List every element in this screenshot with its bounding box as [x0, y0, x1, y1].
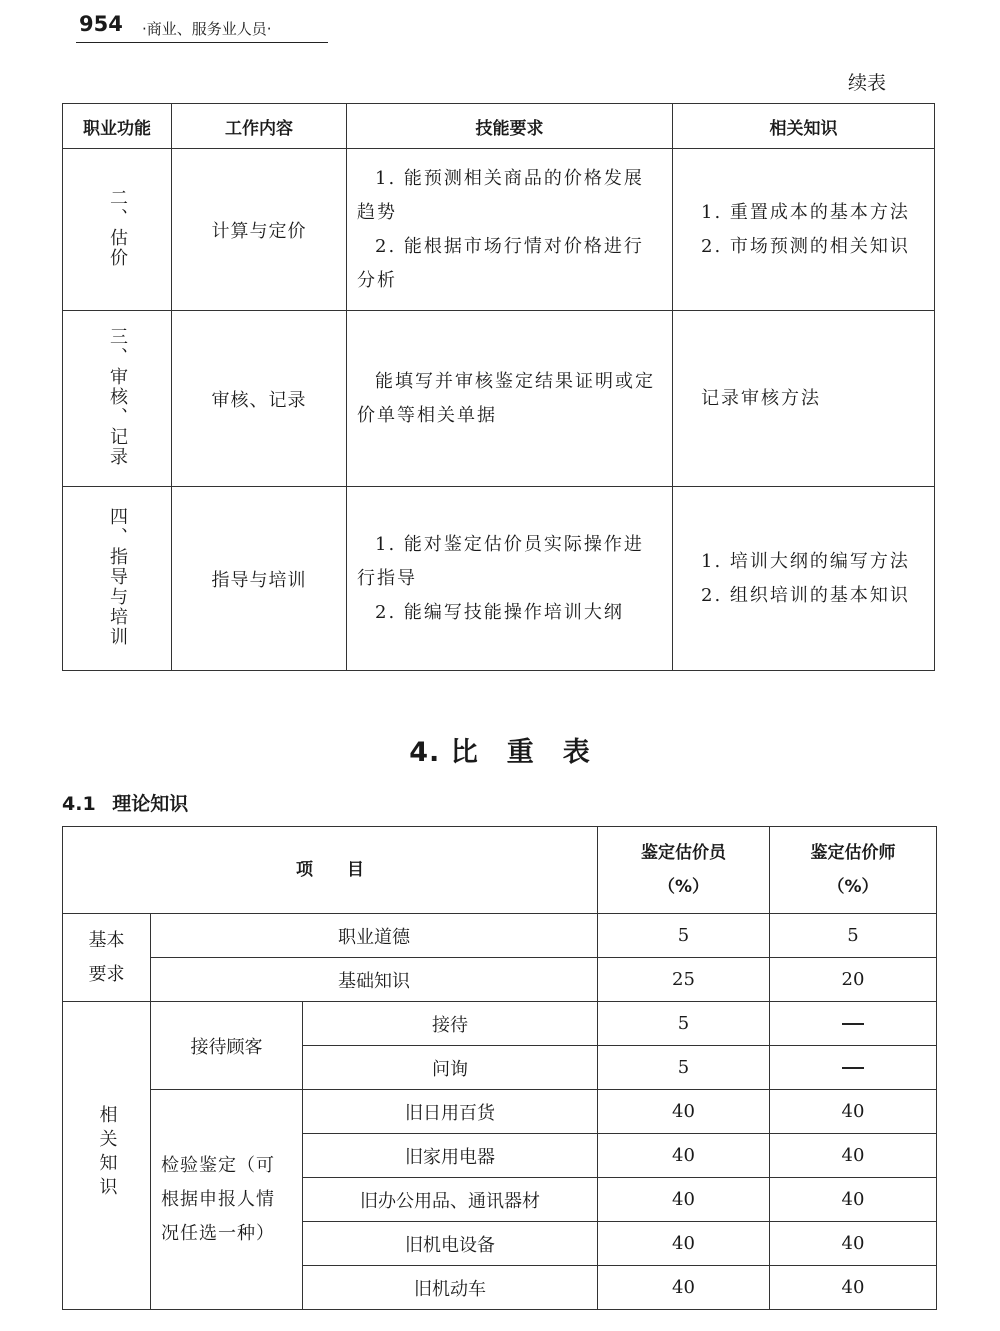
value-cell: 25 — [598, 958, 770, 1002]
knowledge-cell — [673, 487, 935, 671]
table-row — [63, 1090, 937, 1134]
value-cell — [770, 1046, 937, 1090]
column-header — [770, 827, 937, 914]
value-cell: 40 — [598, 1134, 770, 1178]
column-header: 技能要求 — [347, 104, 673, 149]
group-label: 基本要求 — [88, 929, 125, 985]
value-cell: 40 — [770, 1090, 937, 1134]
work-content: 审核、记录 — [172, 311, 347, 487]
knowledge-cell — [673, 149, 935, 311]
knowledge-cell — [673, 311, 935, 487]
value-cell: 40 — [770, 1134, 937, 1178]
item-cell: 旧办公用品、通讯器材 — [303, 1178, 598, 1222]
dash-mark — [842, 1067, 864, 1069]
column-header: 相关知识 — [673, 104, 935, 149]
value-cell: 40 — [598, 1266, 770, 1310]
continued-label: 续表 — [848, 72, 887, 94]
skill-item: 2. 能根据市场行情对价格进行分析 — [357, 235, 644, 291]
skill-item: 1. 能对鉴定估价员实际操作进行指导 — [357, 533, 644, 589]
item-cell: 旧家用电器 — [303, 1134, 598, 1178]
skills-cell — [347, 149, 673, 311]
value-cell: 5 — [598, 1046, 770, 1090]
value-cell: 40 — [598, 1178, 770, 1222]
item-header: 项 目 — [63, 827, 598, 914]
subsection-title: 4.1 理论知识 — [62, 793, 189, 815]
skills-table — [62, 103, 935, 671]
table-header-row — [63, 827, 937, 914]
skills-cell — [347, 311, 673, 487]
knowledge-item: 记录审核方法 — [701, 387, 821, 409]
value-cell: 40 — [770, 1222, 937, 1266]
value-cell: 40 — [770, 1178, 937, 1222]
running-title: ·商业、服务业人员· — [142, 20, 272, 38]
table-row — [63, 487, 935, 671]
dash-mark — [842, 1023, 864, 1025]
running-header — [76, 10, 328, 43]
table-header-row — [63, 104, 935, 149]
function-label: 四、指导与培训 — [107, 506, 128, 647]
column-header-unit: （%） — [657, 877, 710, 897]
knowledge-item: 1. 培训大纲的编写方法 — [701, 550, 910, 572]
table-row — [63, 149, 935, 311]
skill-item: 1. 能预测相关商品的价格发展趋势 — [357, 167, 644, 223]
column-header — [598, 827, 770, 914]
weight-table — [62, 826, 937, 1310]
table-row — [63, 1002, 937, 1046]
column-header-line: 鉴定估价员 — [641, 843, 726, 863]
item-cell: 旧机电设备 — [303, 1222, 598, 1266]
section-title: 4. 比 重 表 — [409, 737, 591, 768]
table-row — [63, 958, 937, 1002]
work-content: 指导与培训 — [172, 487, 347, 671]
value-cell: 40 — [770, 1266, 937, 1310]
subgroup-label: 接待顾客 — [151, 1002, 303, 1090]
skill-item: 2. 能编写技能操作培训大纲 — [375, 601, 624, 623]
value-cell: 5 — [598, 914, 770, 958]
knowledge-item: 2. 组织培训的基本知识 — [701, 584, 910, 606]
function-label: 三、审核、记录 — [107, 326, 128, 467]
work-content: 计算与定价 — [172, 149, 347, 311]
column-header: 职业功能 — [63, 104, 172, 149]
knowledge-item: 1. 重置成本的基本方法 — [701, 201, 910, 223]
item-cell: 旧日用百货 — [303, 1090, 598, 1134]
value-cell: 40 — [598, 1222, 770, 1266]
value-cell: 20 — [770, 958, 937, 1002]
item-cell: 基础知识 — [151, 958, 598, 1002]
page-number: 954 — [79, 12, 123, 36]
item-cell: 接待 — [303, 1002, 598, 1046]
value-cell: 5 — [598, 1002, 770, 1046]
item-cell: 旧机动车 — [303, 1266, 598, 1310]
item-cell: 问询 — [303, 1046, 598, 1090]
knowledge-item: 2. 市场预测的相关知识 — [701, 235, 910, 257]
item-cell: 职业道德 — [151, 914, 598, 958]
subgroup-label: 检验鉴定（可根据申报人情况任选一种） — [151, 1090, 303, 1310]
column-header-line: 鉴定估价师 — [810, 843, 896, 863]
value-cell: 40 — [598, 1090, 770, 1134]
column-header-unit: （%） — [827, 877, 879, 897]
value-cell: 5 — [770, 914, 937, 958]
group-label: 相关知识 — [96, 1105, 118, 1201]
column-header: 工作内容 — [172, 104, 347, 149]
function-label: 二、估价 — [107, 187, 128, 268]
table-row — [63, 914, 937, 958]
skill-item: 能填写并审核鉴定结果证明或定价单等相关单据 — [357, 370, 655, 426]
skills-cell — [347, 487, 673, 671]
value-cell — [770, 1002, 937, 1046]
table-row — [63, 311, 935, 487]
